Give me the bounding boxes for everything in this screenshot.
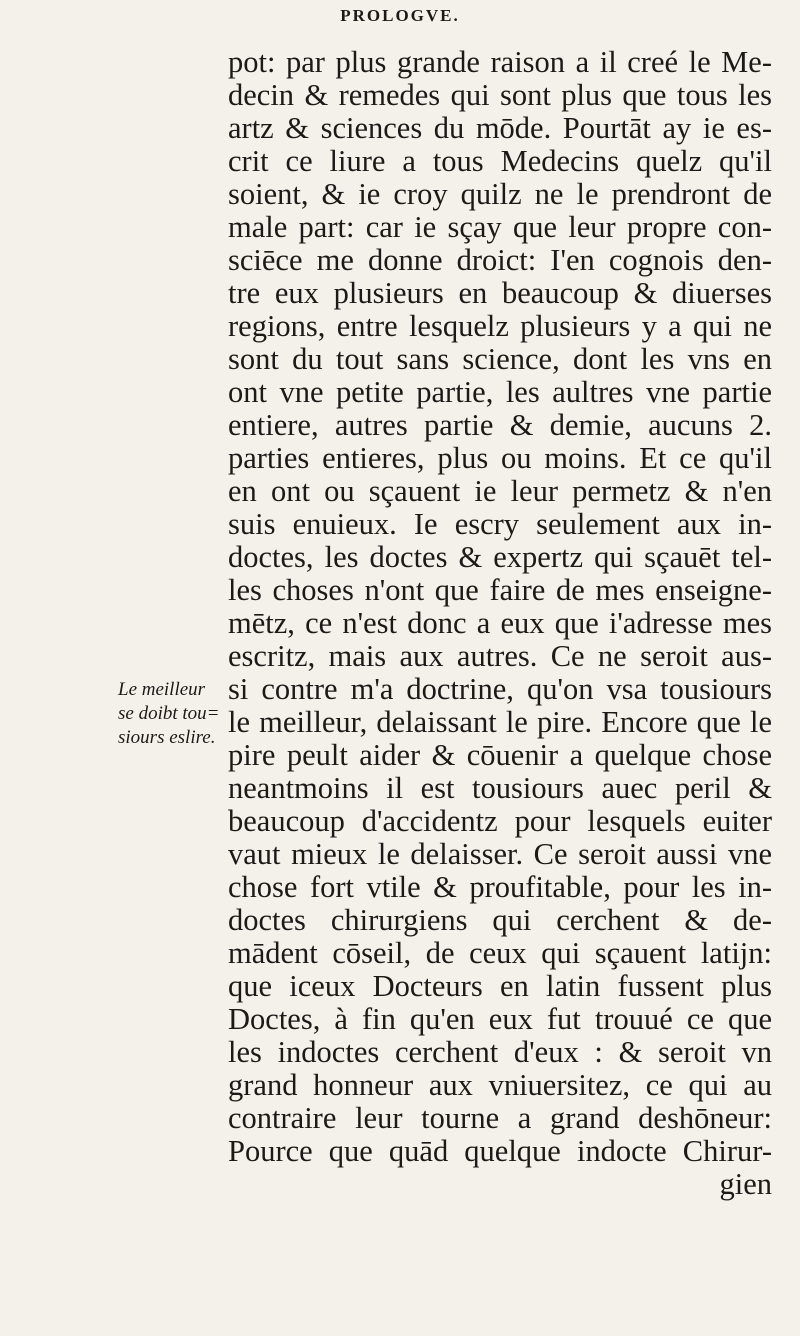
text-line: crit ce liure a tous Medecins quelz qu'il [228, 144, 772, 178]
text-line: pire peult aider & cōuenir a quelque chose [228, 738, 772, 772]
text-line: mādent cōseil, de ceux qui sçauent latijn: [228, 936, 772, 970]
text-line: sont du tout sans science, dont les vns en [228, 342, 772, 376]
text-line: si contre m'a doctrine, qu'on vsa tousiours [228, 672, 772, 706]
text-line: doctes chirurgiens qui cerchent & de- [228, 903, 772, 937]
margin-note-line: se doibt tou= [118, 703, 220, 724]
text-line: les choses n'ont que faire de mes enseigne- [228, 573, 772, 607]
text-line: suis enuieux. Ie escry seulement aux in- [228, 507, 772, 541]
text-line: Pource que quād quelque indocte Chirur- [228, 1134, 772, 1168]
text-line: decin & remedes qui sont plus que tous les [228, 78, 772, 112]
text-line: mētz, ce n'est donc a eux que i'adresse mes [228, 606, 772, 640]
text-line: grand honneur aux vniuersitez, ce qui au [228, 1068, 772, 1102]
text-line: parties entieres, plus ou moins. Et ce qu'il [228, 441, 772, 475]
text-line: soient, & ie croy quilz ne le prendront de [228, 177, 772, 211]
text-line: en ont ou sçauent ie leur permetz & n'en [228, 474, 772, 508]
text-line: les indoctes cerchent d'eux : & seroit vn [228, 1035, 772, 1069]
margin-note [118, 678, 238, 750]
catchword: gien [719, 1167, 772, 1201]
text-line: neantmoins il est tousiours auec peril & [228, 771, 772, 805]
text-line: entiere, autres partie & demie, aucuns 2. [228, 408, 772, 442]
text-line: escritz, mais aux autres. Ce ne seroit aus- [228, 639, 772, 673]
text-line: le meilleur, delaissant le pire. Encore que le [228, 705, 772, 739]
text-line: Doctes, à fin qu'en eux fut trouué ce que [228, 1002, 772, 1036]
text-line: chose fort vtile & proufitable, pour les in- [228, 870, 772, 904]
body-text [228, 46, 772, 1201]
text-line: ont vne petite partie, les aultres vne partie [228, 375, 772, 409]
margin-note-line: Le meilleur [118, 679, 206, 700]
running-header: PROLOGVE. [340, 6, 460, 25]
text-line: regions, entre lesquelz plusieurs y a qui ne [228, 309, 772, 343]
text-line: vaut mieux le delaisser. Ce seroit aussi vne [228, 837, 772, 871]
text-line: male part: car ie sçay que leur propre con- [228, 210, 772, 244]
text-line: artz & sciences du mōde. Pourtāt ay ie es- [228, 111, 772, 145]
margin-note-line: siours eslire. [118, 727, 216, 748]
text-line: contraire leur tourne a grand deshōneur: [228, 1101, 772, 1135]
text-line: sciēce me donne droict: I'en cognois den- [228, 243, 772, 277]
text-line: tre eux plusieurs en beaucoup & diuerses [228, 276, 772, 310]
text-line: beaucoup d'accidentz pour lesquels euiter [228, 804, 772, 838]
text-line: doctes, les doctes & expertz qui sçauēt tel- [228, 540, 772, 574]
text-line: pot: par plus grande raison a il creé le Me- [228, 45, 772, 79]
text-line: que iceux Docteurs en latin fussent plus [228, 969, 772, 1003]
